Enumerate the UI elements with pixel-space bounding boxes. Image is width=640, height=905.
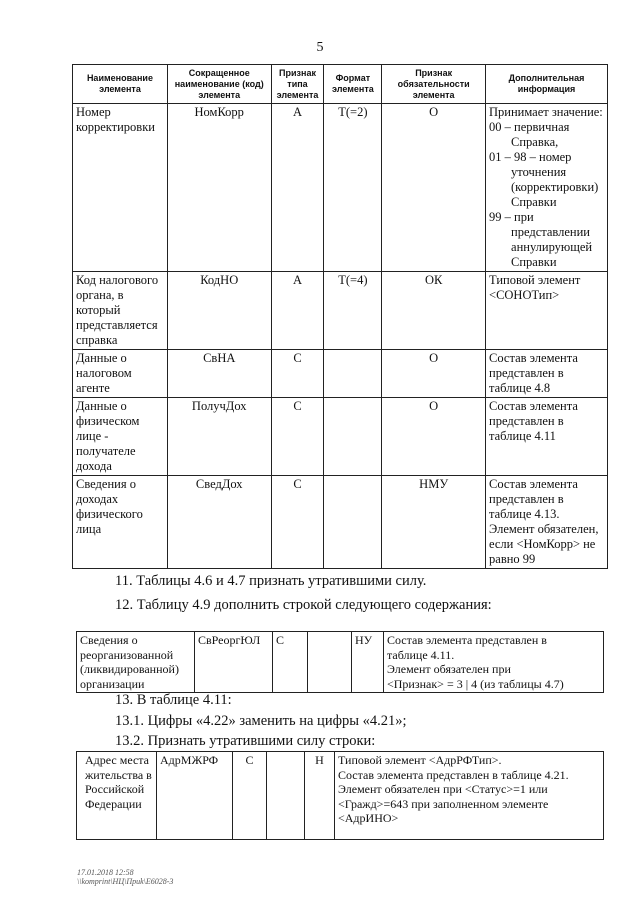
info-line: представлен в [489,492,564,506]
cell-info: Типовой элемент <АдрРФТип>. Состав элемента представлен в таблице 4.21. Элемент обязателен при <Статус>=1 или <Гражд>=643 при заполненном элементе <АдрИНО> [335,752,604,840]
table-row [73,104,608,272]
info-line: равно 99 [489,552,536,566]
table-row [73,272,608,350]
info-line: если <НомКорр> не [489,537,596,551]
info-line: представлен в [489,414,564,428]
table-row [73,350,608,398]
cell-required: О [382,104,486,272]
cell-info [486,104,608,272]
cell-name: Сведения о реорганизованной (ликвидированной) организации [77,632,195,693]
info-line: 00 – первичная [489,120,570,134]
paragraph-13: 13. В таблице 4.11: [115,692,232,708]
cell-type: С [271,350,324,398]
cell-code: СведДох [167,476,271,569]
cell-code: КодНО [167,272,271,350]
cell-type: С [273,632,308,693]
cell-info [486,476,608,569]
cell-info [486,398,608,476]
footer-filepath: \\komprint\НЦ\Приk\E6028-3 [77,877,174,886]
cell-name: Данные о налоговом агенте [73,350,168,398]
cell-type: С [271,398,324,476]
info-line: таблице 4.13. [489,507,560,521]
header-format: Формат элемента [324,65,382,104]
info-line: Элемент обязателен, [489,522,599,536]
table-row [73,398,608,476]
table-row [77,752,604,840]
cell-format [308,632,352,693]
cell-format [324,398,382,476]
elements-table [72,64,608,569]
cell-name: Номер корректировки [73,104,168,272]
info-line: Состав элемента [489,351,578,365]
cell-format [267,752,305,840]
table-header-row [73,65,608,104]
cell-name: Код налогового органа, в который представляется справка [73,272,168,350]
info-line: представлен в [489,366,564,380]
paragraph-13-1: 13.1. Цифры «4.22» заменить на цифры «4.21»; [115,713,407,729]
cell-name: Адрес места жительства в Российской Федерации [77,752,157,840]
info-line: Справки [511,255,557,269]
info-line: Принимает значение: [489,105,603,119]
info-line: 99 – при [489,210,534,224]
info-line: (корректировки) [511,180,599,194]
page-number: 5 [316,40,324,55]
info-line: Состав элемента [489,477,578,491]
cell-name: Данные о физическом лице - получателе дохода [73,398,168,476]
info-line: Состав элемента [489,399,578,413]
info-line: <СОНОТип> [489,288,560,302]
cell-code: НомКорр [167,104,271,272]
header-code: Сокращенное наименование (код) элемента [167,65,271,104]
header-type: Признак типа элемента [271,65,324,104]
cell-format: Т(=2) [324,104,382,272]
paragraph-12: 12. Таблицу 4.9 дополнить строкой следующего содержания: [115,597,492,613]
cell-required: НМУ [382,476,486,569]
cell-code: СвНА [167,350,271,398]
table-4-11-row [76,751,604,840]
info-line: Справки [511,195,557,209]
table-4-9-row [76,631,604,693]
info-line: таблице 4.11 [489,429,556,443]
cell-required: Н [305,752,335,840]
info-line: таблице 4.8 [489,381,551,395]
cell-info [486,272,608,350]
cell-type: А [271,272,324,350]
header-required: Признак обязательности элемента [382,65,486,104]
paragraph-11: 11. Таблицы 4.6 и 4.7 признать утратившими силу. [115,573,427,589]
cell-info: Состав элемента представлен в таблице 4.11. Элемент обязателен при <Признак> = 3 | 4 (из таблицы 4.7) [384,632,604,693]
cell-info [486,350,608,398]
paragraph-13-2: 13.2. Признать утратившими силу строки: [115,733,376,749]
cell-type: С [233,752,267,840]
cell-code: АдрМЖРФ [157,752,233,840]
header-name: Наименование элемента [73,65,168,104]
cell-type: А [271,104,324,272]
cell-required: О [382,350,486,398]
cell-format [324,350,382,398]
info-line: Справка, [511,135,559,149]
header-info: Дополнительная информация [486,65,608,104]
cell-code: ПолучДох [167,398,271,476]
info-line: уточнения [511,165,567,179]
info-line: Типовой элемент [489,273,581,287]
cell-required: ОК [382,272,486,350]
cell-code: СвРеоргЮЛ [195,632,273,693]
table-row [73,476,608,569]
info-line: аннулирующей [511,240,593,254]
info-line: представлении [511,225,591,239]
cell-format [324,476,382,569]
cell-type: С [271,476,324,569]
cell-name: Сведения о доходах физического лица [73,476,168,569]
footer-timestamp: 17.01.2018 12:58 [77,868,134,877]
cell-format: Т(=4) [324,272,382,350]
table-row [77,632,604,693]
cell-required: О [382,398,486,476]
info-line: 01 – 98 – номер [489,150,572,164]
cell-required: НУ [352,632,384,693]
